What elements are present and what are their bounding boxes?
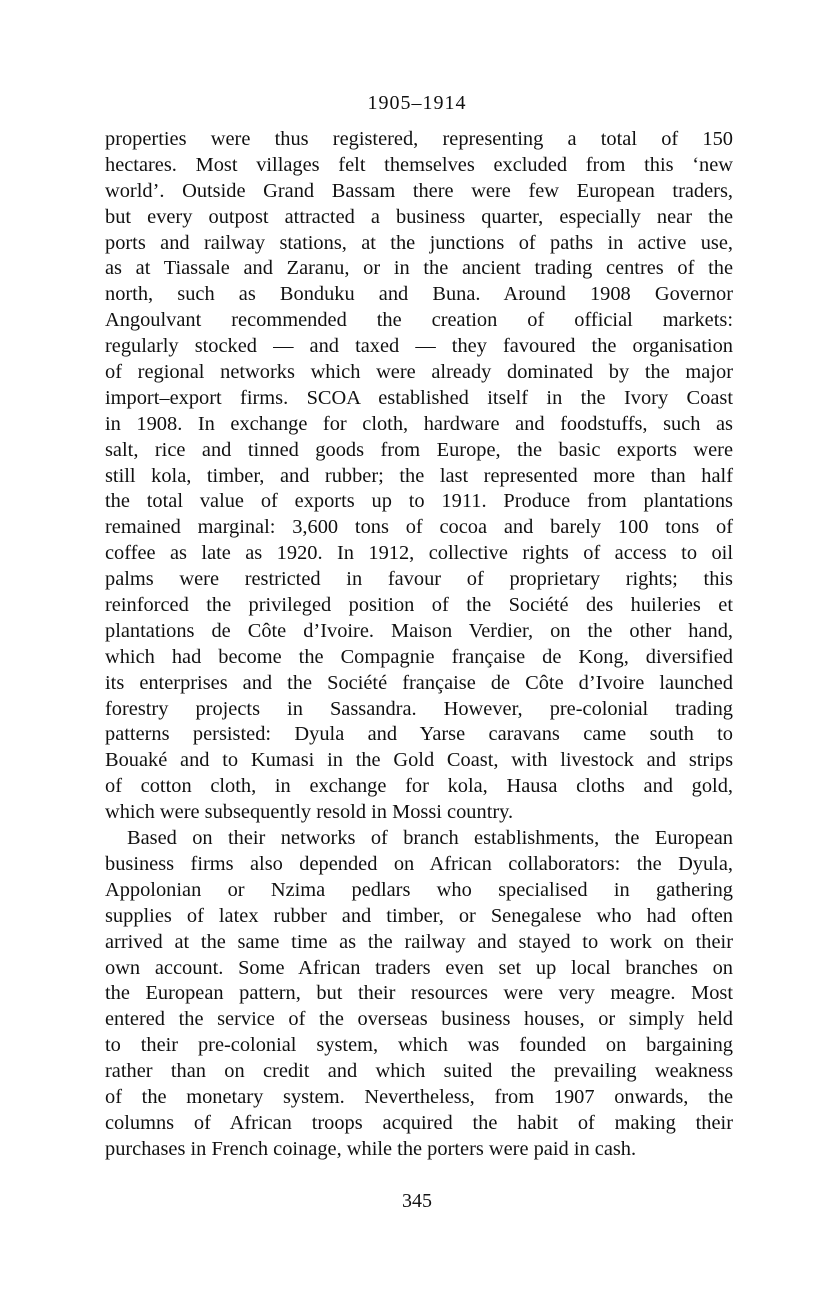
text-line: in 1908. In exchange for cloth, hardware and foodstuffs, such as — [105, 412, 733, 435]
text-line: to their pre-colonial system, which was founded on bargaining — [105, 1034, 733, 1057]
text-line: palms were restricted in favour of proprietary rights; this — [105, 568, 733, 591]
text-line: ports and railway stations, at the junctions of paths in active use, — [105, 231, 733, 254]
text-line: arrived at the same time as the railway and stayed to work on their — [105, 930, 733, 953]
text-line: import–export firms. SCOA established itself in the Ivory Coast — [105, 386, 733, 409]
text-line: Based on their networks of branch establishments, the European — [127, 827, 733, 850]
paragraph — [105, 127, 733, 826]
text-line: of the monetary system. Nevertheless, from 1907 onwards, the — [105, 1085, 733, 1108]
text-line: own account. Some African traders even set up local branches on — [105, 956, 733, 979]
text-line: properties were thus registered, representing a total of 150 — [105, 128, 733, 150]
text-line: columns of African troops acquired the habit of making their — [105, 1111, 733, 1134]
text-line: which were subsequently resold in Mossi country. — [105, 801, 514, 824]
text-line: forestry projects in Sassandra. However, pre-colonial trading — [105, 697, 733, 720]
text-line: business firms also depended on African collaborators: the Dyula, — [105, 852, 733, 875]
text-line: regularly stocked — and taxed — they favoured the organisation — [105, 335, 733, 358]
text-line: still kola, timber, and rubber; the last represented more than half — [105, 464, 733, 487]
text-line: purchases in French coinage, while the porters were paid in cash. — [105, 1137, 637, 1160]
text-line: remained marginal: 3,600 tons of cocoa and barely 100 tons of — [105, 516, 733, 539]
text-line: the total value of exports up to 1911. Produce from plantations — [105, 490, 733, 513]
running-head: 1905–1914 — [367, 92, 467, 114]
text-line: reinforced the privileged position of the Société des huileries et — [105, 594, 733, 617]
text-line: rather than on credit and which suited the prevailing weakness — [105, 1060, 733, 1083]
text-line: Appolonian or Nzima pedlars who specialised in gathering — [105, 878, 733, 901]
text-line: but every outpost attracted a business quarter, especially near the — [105, 205, 733, 228]
text-line: of regional networks which were already dominated by the major — [105, 361, 733, 384]
text-line: world’. Outside Grand Bassam there were few European traders, — [105, 179, 733, 202]
text-line: north, such as Bonduku and Buna. Around 1908 Governor — [105, 283, 733, 306]
text-line: Bouaké and to Kumasi in the Gold Coast, with livestock and strips — [105, 749, 733, 772]
text-line: entered the service of the overseas business houses, or simply held — [105, 1008, 733, 1031]
text-line: patterns persisted: Dyula and Yarse caravans came south to — [105, 723, 733, 746]
text-line: coffee as late as 1920. In 1912, collective rights of access to oil — [105, 542, 733, 565]
text-line: salt, rice and tinned goods from Europe, the basic exports were — [105, 438, 733, 461]
text-line: Angoulvant recommended the creation of official markets: — [105, 309, 733, 332]
paragraph — [105, 826, 733, 1163]
text-line: plantations de Côte d’Ivoire. Maison Verdier, on the other hand, — [105, 619, 733, 642]
text-line: the European pattern, but their resources were very meagre. Most — [105, 982, 733, 1005]
text-line: of cotton cloth, in exchange for kola, Hausa cloths and gold, — [105, 775, 733, 798]
text-line: as at Tiassale and Zaranu, or in the ancient trading centres of the — [105, 257, 733, 280]
text-line: hectares. Most villages felt themselves excluded from this ‘new — [105, 153, 733, 176]
text-line: supplies of latex rubber and timber, or Senegalese who had often — [105, 904, 733, 927]
page-number: 345 — [402, 1190, 432, 1212]
text-line: which had become the Compagnie française de Kong, diversified — [105, 645, 733, 668]
body-text — [105, 127, 733, 1163]
text-line: its enterprises and the Société française de Côte d’Ivoire launched — [105, 671, 733, 694]
